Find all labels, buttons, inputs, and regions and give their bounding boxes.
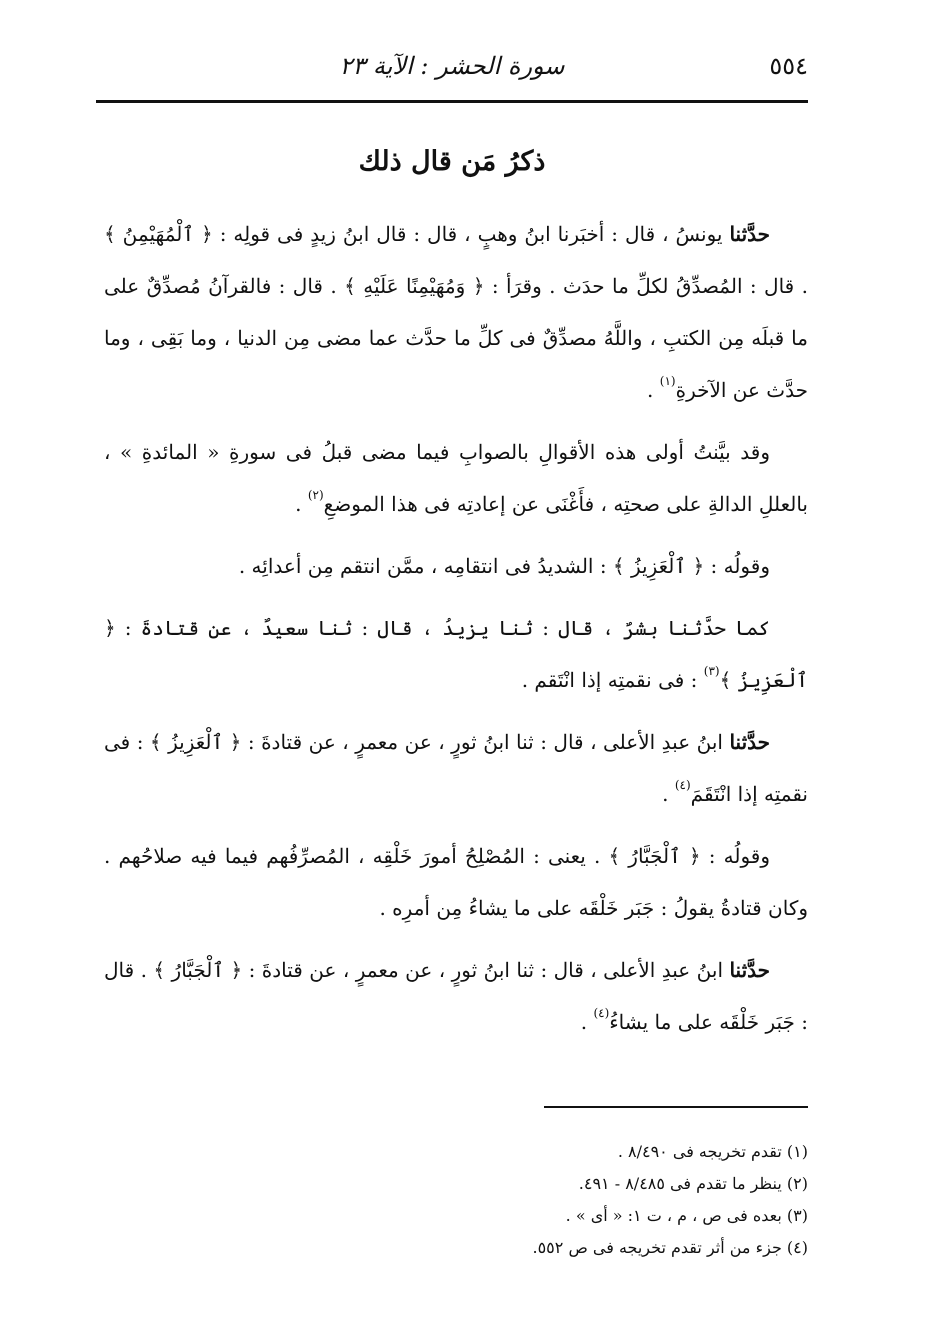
- header-rule: [96, 100, 808, 103]
- paragraph: [104, 208, 808, 416]
- paragraph-text: وقولُه : ﴿ ٱلْعَزِيزُ ﴾ : الشديدُ فى انتقامِه ، ممَّن انتقم مِن أعدائِه .: [238, 554, 770, 578]
- footnote-marker: (٤): [674, 778, 691, 792]
- paragraph-tail: .: [295, 492, 308, 516]
- page-header: [96, 52, 808, 92]
- paragraph: [104, 716, 808, 820]
- paragraph-text: ابنُ عبدِ الأعلى ، قال : ثنا ابنُ ثورٍ ، عن معمرٍ ، عن قتادةَ : ﴿ ٱلْجَبَّارُ ﴾ . قال : جَبَر خَلْقَه على ما يشاءُ: [104, 958, 808, 1034]
- paragraph-lead: حدَّثنا: [729, 222, 770, 246]
- footnote-marker: (١): [659, 374, 676, 388]
- running-title: سورة الحشر : الآية ٢٣: [339, 52, 565, 80]
- paragraph-tail: .: [662, 782, 675, 806]
- footnote-marker: (٣): [703, 664, 720, 678]
- paragraph-tail: .: [580, 1010, 594, 1034]
- paragraph-lead: حدَّثنا: [729, 958, 770, 982]
- footnote-item: (١) تقدم تخريجه فى ٨/٤٩٠ .: [617, 1142, 808, 1161]
- footnotes: [300, 1136, 808, 1264]
- footnote-rule: [544, 1106, 808, 1108]
- paragraph-tail: : فى نقمتِه إذا انْتَقم .: [521, 668, 704, 692]
- paragraph-text: ابنُ عبدِ الأعلى ، قال : ثنا ابنُ ثورٍ ، عن معمرٍ ، عن قتادةَ : ﴿ ٱلْعَزِيزُ ﴾ : فى نقمتِه إذا انْتَقَمَ: [104, 730, 808, 806]
- body-text: [104, 208, 808, 1058]
- paragraph-text: كما حدَّثنا بشرٌ ، قال : ثنا يزيدُ ، قال : ثنا سعيدٌ ، عن قتادةَ : ﴿ ٱلْعَزِيزُ ﴾: [104, 616, 808, 692]
- footnote-marker: (٢): [307, 488, 324, 502]
- page-number: ٥٥٤: [769, 52, 808, 80]
- paragraph-tail: .: [647, 378, 660, 402]
- paragraph-text: وقولُه : ﴿ ٱلْجَبَّارُ ﴾ . يعنى : المُصْلِحُ أمورَ خَلْقِه ، المُصرِّفُهم فيما فيه صلاحُهم . وكان قتادةُ يقولُ : جَبَر خَلْقَه على ما يشاءُ مِن أمرِه .: [104, 844, 808, 920]
- paragraph-lead: حدَّثنا: [729, 730, 770, 754]
- footnote-item: (٤) جزء من أثر تقدم تخريجه فى ص ٥٥٢.: [532, 1238, 808, 1257]
- paragraph: [104, 602, 808, 706]
- paragraph: [104, 426, 808, 530]
- footnote-item: (٢) ينظر ما تقدم فى ٨/٤٨٥ - ٤٩١.: [578, 1174, 808, 1193]
- paragraph-text: يونسُ ، قال : أخبَرنا ابنُ وهبٍ ، قال : قال ابنُ زيدٍ فى قولِه : ﴿ ٱلْمُهَيْمِنُ ﴾ . قال : المُصدِّقُ لكلِّ ما حدَث . وقرَأ : ﴿ وَمُهَيْمِنًا عَلَيْهِ ﴾ . قال : فالقرآنُ مُصدِّقٌ على ما قبلَه مِن الكتبِ ، واللَّهُ مصدِّقٌ فى كلِّ ما حدَّث عما مضى مِن الدنيا ، وما بَقِى ، وما حدَّث عن الآخرةِ: [104, 222, 808, 402]
- footnote-marker: (٤): [593, 1006, 610, 1020]
- section-heading: ذكرُ مَن قال ذلك: [358, 146, 546, 177]
- paragraph: [104, 540, 808, 592]
- paragraph: [104, 944, 808, 1048]
- paragraph: [104, 830, 808, 934]
- paragraph-text: وقد بيَّنتُ أولى هذه الأقوالِ بالصوابِ فيما مضى قبلُ فى سورةِ « المائدةِ » ، بالعللِ الدالةِ على صحتِه ، فأَغْنَى عن إعادتِه فى هذا الموضعِ: [104, 440, 808, 516]
- footnote-item: (٣) بعده فى ص ، م ، ت ١: « أى » .: [565, 1206, 808, 1225]
